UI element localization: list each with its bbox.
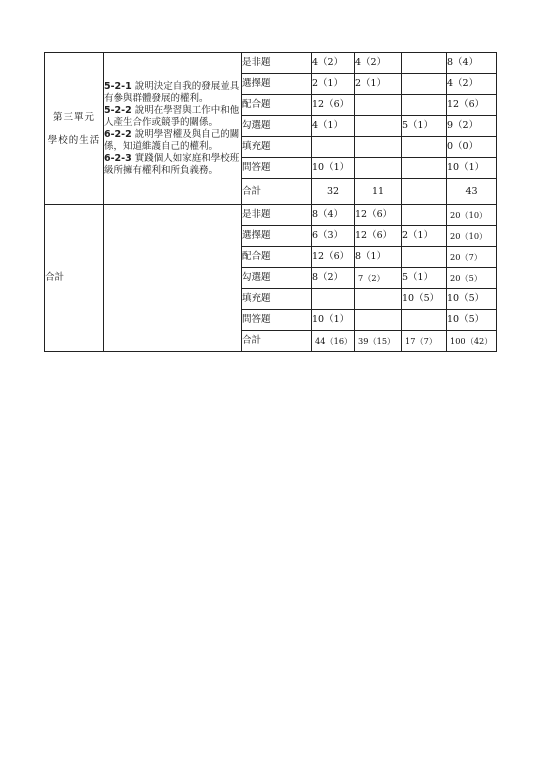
cell-value: 12（6） [447,95,497,116]
cell-value: 8（4） [312,205,355,226]
cell-value: 9（2） [447,116,497,137]
unit-title-cell [45,53,104,205]
grand-total-label: 合計 [45,205,104,352]
question-type: 填充題 [242,289,312,310]
objective-item: 5-2-1 說明決定自我的發展並具有參與群體發展的權利。 [104,80,240,104]
cell-value [355,310,402,331]
cell-value: 100（42） [447,331,497,352]
cell-value [402,179,447,205]
cell-value: 4（2） [447,74,497,95]
cell-value [355,116,402,137]
cell-value: 2（1） [402,226,447,247]
cell-value: 10（1） [312,310,355,331]
unit-title-line2: 學校的生活 [47,134,101,146]
cell-value: 44（16） [312,331,355,352]
cell-value: 7（2） [355,268,402,289]
unit-title-line1: 第三單元 [52,111,95,123]
objective-item: 6-2-3 實踐個人如家庭和學校班級所擁有權利和所負義務。 [104,152,240,176]
empty-objectives-cell [104,205,242,352]
cell-value [402,205,447,226]
table-row [45,205,497,226]
question-type: 配合題 [242,95,312,116]
cell-value: 10（5） [402,289,447,310]
cell-value: 6（3） [312,226,355,247]
cell-value: 10（1） [312,158,355,179]
question-type: 合計 [242,179,312,205]
cell-value: 10（1） [447,158,497,179]
question-type: 勾選題 [242,268,312,289]
cell-value [402,95,447,116]
cell-value: 4（2） [355,53,402,74]
cell-value: 11 [355,179,402,205]
cell-value: 0（0） [447,137,497,158]
question-type: 選擇題 [242,74,312,95]
cell-value [402,137,447,158]
cell-value: 39（15） [355,331,402,352]
cell-value: 4（1） [312,116,355,137]
cell-value: 12（6） [355,205,402,226]
cell-value [402,310,447,331]
objectives-cell [104,53,242,205]
question-type: 勾選題 [242,116,312,137]
cell-value [402,74,447,95]
cell-value: 20（10） [447,205,497,226]
table-row [45,53,497,74]
cell-value: 43 [447,179,497,205]
cell-value: 5（1） [402,116,447,137]
cell-value: 32 [312,179,355,205]
cell-value: 2（1） [355,74,402,95]
cell-value: 2（1） [312,74,355,95]
cell-value: 20（7） [447,247,497,268]
cell-value [355,289,402,310]
cell-value [312,137,355,158]
cell-value: 12（6） [312,247,355,268]
cell-value: 8（4） [447,53,497,74]
cell-value: 8（2） [312,268,355,289]
question-type: 問答題 [242,310,312,331]
question-type: 選擇題 [242,226,312,247]
cell-value [355,95,402,116]
objective-item: 6-2-2 說明學習權及與自己的關係，知道維護自己的權利。 [104,128,240,152]
cell-value: 10（5） [447,289,497,310]
question-type: 是非題 [242,53,312,74]
cell-value: 5（1） [402,268,447,289]
cell-value [355,137,402,158]
cell-value: 10（5） [447,310,497,331]
question-type: 配合題 [242,247,312,268]
cell-value: 20（10） [447,226,497,247]
cell-value: 20（5） [447,268,497,289]
cell-value: 12（6） [312,95,355,116]
question-type: 問答題 [242,158,312,179]
question-type: 合計 [242,331,312,352]
cell-value [402,247,447,268]
objective-item: 5-2-2 說明在學習與工作中和他人產生合作或競爭的關係。 [104,104,240,128]
cell-value: 4（2） [312,53,355,74]
question-type: 是非題 [242,205,312,226]
cell-value: 8（1） [355,247,402,268]
cell-value [402,53,447,74]
question-type: 填充題 [242,137,312,158]
cell-value: 12（6） [355,226,402,247]
cell-value: 17（7） [402,331,447,352]
test-specification-table [44,52,497,352]
cell-value [312,289,355,310]
cell-value [402,158,447,179]
cell-value [355,158,402,179]
